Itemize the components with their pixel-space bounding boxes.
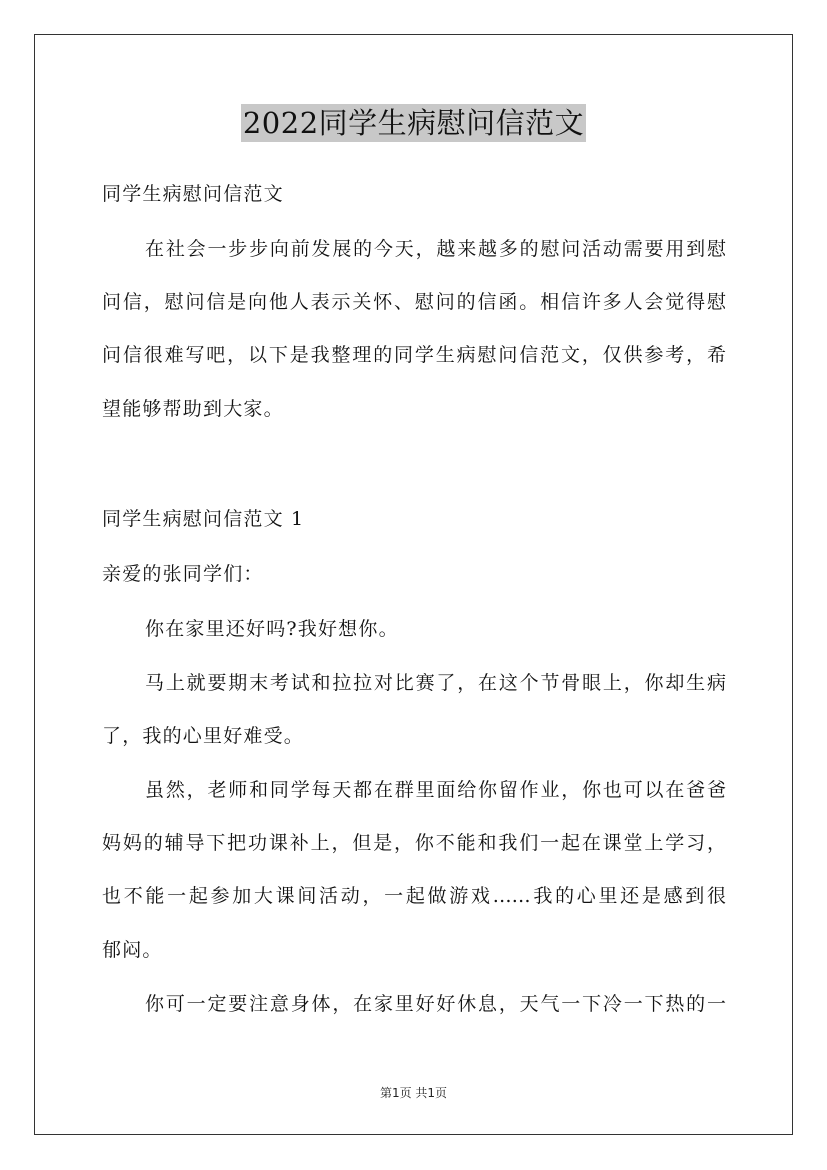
intro-line-2: 问信，慰问信是向他人表示关怀、慰问的信函。相信许多人会觉得慰: [102, 291, 726, 313]
paragraph-1: 你在家里还好吗?我好想你。: [145, 618, 399, 640]
title-container: [0, 104, 827, 142]
intro-line-4: 望能够帮助到大家。: [102, 398, 284, 420]
document-subtitle: 同学生病慰问信范文: [102, 183, 284, 205]
intro-line-3: 问信很难写吧，以下是我整理的同学生病慰问信范文，仅供参考，希: [102, 344, 726, 366]
paragraph-3-line-4: 郁闷。: [102, 939, 163, 961]
salutation: 亲爱的张同学们：: [102, 563, 264, 585]
paragraph-3-line-2: 妈妈的辅导下把功课补上，但是，你不能和我们一起在课堂上学习，: [102, 832, 726, 854]
paragraph-3-line-1: 虽然，老师和同学每天都在群里面给你留作业，你也可以在爸爸: [145, 779, 726, 801]
paragraph-2-line-2: 了，我的心里好难受。: [102, 725, 305, 747]
page-footer: 第1页 共1页: [379, 1086, 448, 1100]
section-heading: 同学生病慰问信范文 1: [102, 508, 305, 530]
paragraph-2-line-1: 马上就要期末考试和拉拉对比赛了，在这个节骨眼上，你却生病: [145, 672, 726, 694]
document-title: 2022同学生病慰问信范文: [242, 106, 585, 140]
paragraph-3-line-3: 也不能一起参加大课间活动，一起做游戏……我的心里还是感到很: [102, 885, 726, 907]
paragraph-4-line-1: 你可一定要注意身体，在家里好好休息，天气一下冷一下热的一: [145, 993, 726, 1015]
intro-line-1: 在社会一步步向前发展的今天，越来越多的慰问活动需要用到慰: [145, 238, 726, 260]
